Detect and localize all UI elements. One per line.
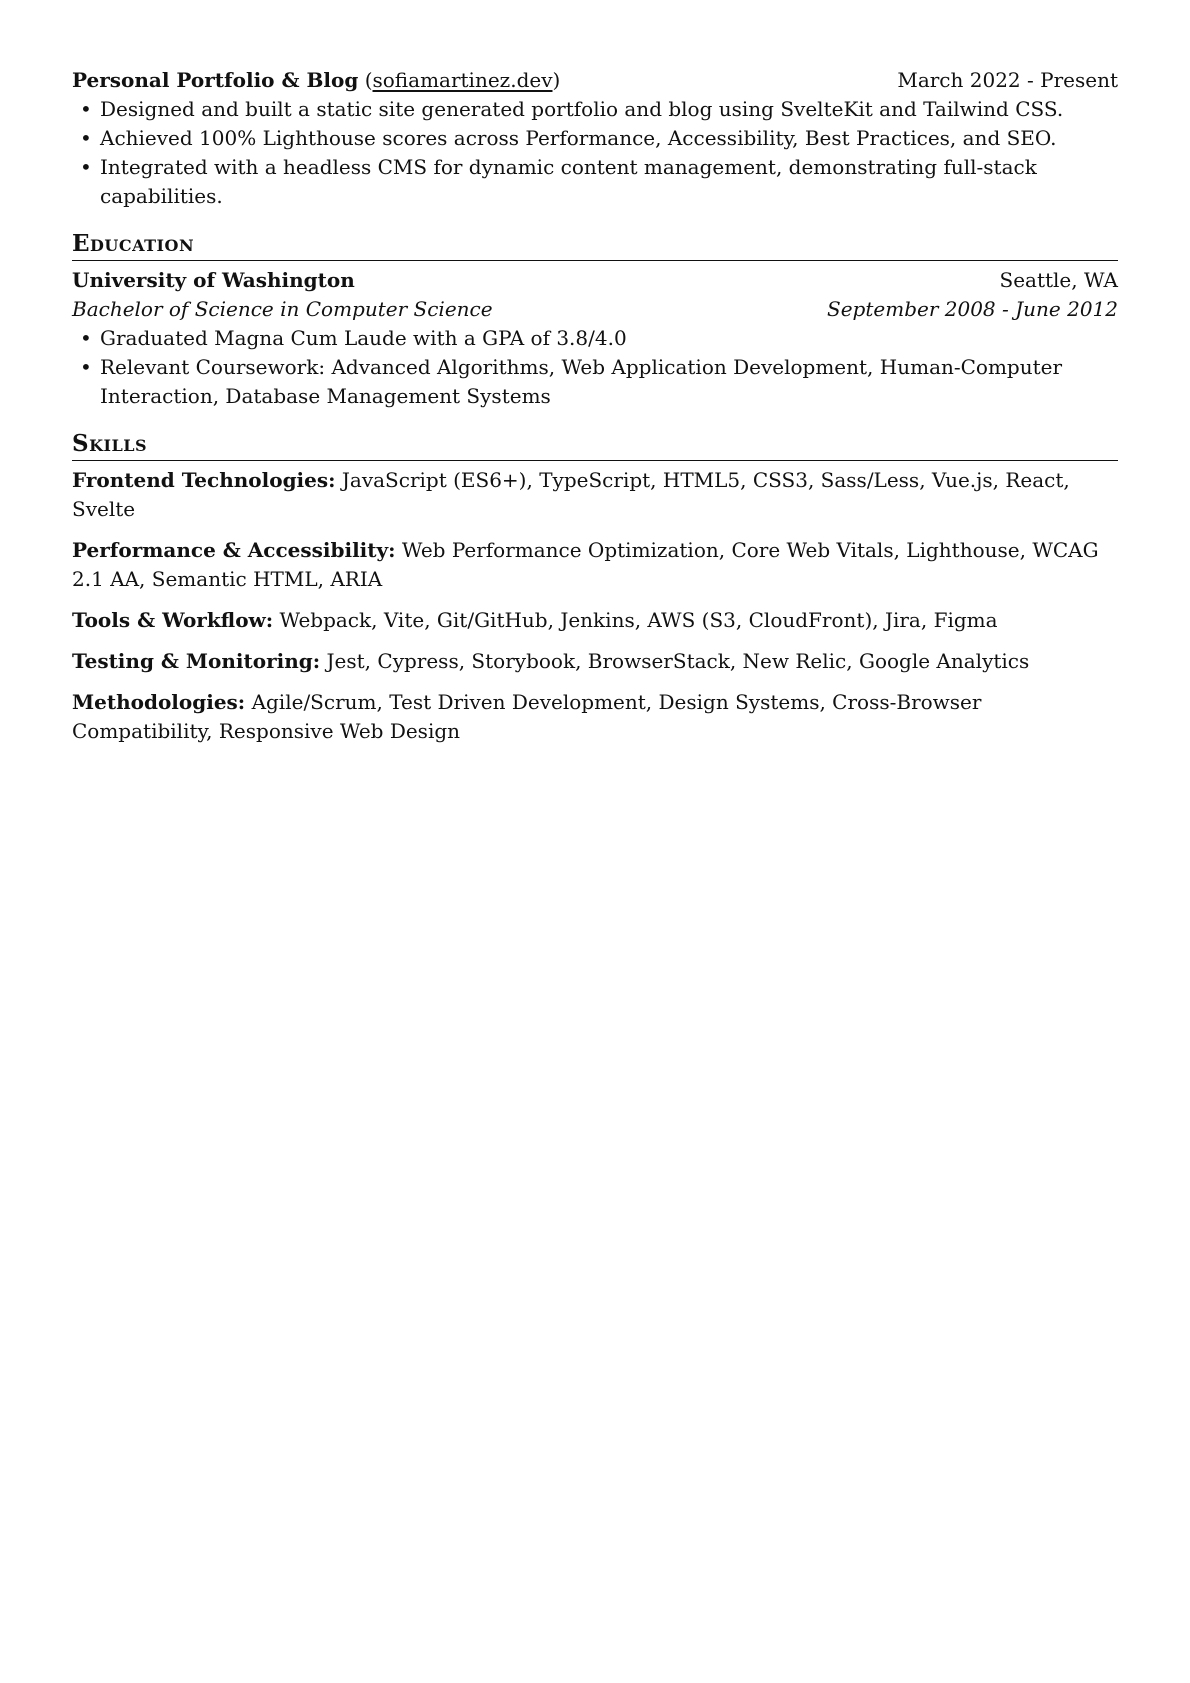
degree-name: Bachelor of Science in Computer Science: [72, 297, 493, 321]
project-dates: March 2022 - Present: [897, 68, 1118, 92]
bullet-text: Integrated with a headless CMS for dynamic content management, demonstrating full-stack capabilities.: [100, 155, 1037, 208]
list-item: [72, 324, 1118, 353]
bullet-text: Designed and built a static site generated portfolio and blog using SvelteKit and Tailwind CSS.: [100, 97, 1064, 121]
education-dates: September 2008 - June 2012: [827, 297, 1118, 321]
degree-row: [72, 295, 1118, 324]
skill-row: [72, 688, 1118, 746]
skill-label: Methodologies:: [72, 690, 246, 714]
skill-value: Webpack, Vite, Git/GitHub, Jenkins, AWS (S3, CloudFront), Jira, Figma: [279, 608, 998, 632]
skill-value: Web Performance Optimization, Core Web Vitals, Lighthouse, WCAG 2.1 AA, Semantic HTML, ARIA: [72, 538, 1099, 591]
project-link[interactable]: sofiamartinez.dev: [372, 68, 553, 92]
skill-row: [72, 606, 1118, 635]
project-title: Personal Portfolio & Blog: [72, 68, 359, 92]
skill-label: Performance & Accessibility:: [72, 538, 396, 562]
list-item: [72, 153, 1118, 211]
bullet-icon: •: [80, 97, 92, 121]
skill-label: Tools & Workflow:: [72, 608, 274, 632]
bullet-text: Graduated Magna Cum Laude with a GPA of 3.8/4.0: [100, 326, 627, 350]
skill-value: Agile/Scrum, Test Driven Development, Design Systems, Cross-Browser Compatibility, Responsive Web Design: [72, 690, 982, 743]
bullet-icon: •: [80, 326, 92, 350]
skill-label: Testing & Monitoring:: [72, 649, 321, 673]
resume-page: [72, 66, 1118, 758]
skills-heading: Skills: [72, 429, 1118, 461]
skill-value: Jest, Cypress, Storybook, BrowserStack, New Relic, Google Analytics: [326, 649, 1030, 673]
project-bullets: [72, 95, 1118, 211]
bullet-icon: •: [80, 126, 92, 150]
bullet-text: Achieved 100% Lighthouse scores across Performance, Accessibility, Best Practices, and SEO.: [100, 126, 1057, 150]
skill-row: [72, 536, 1118, 594]
skill-label: Frontend Technologies:: [72, 468, 336, 492]
bullet-text: Relevant Coursework: Advanced Algorithms, Web Application Development, Human-Computer Interaction, Database Management Systems: [100, 355, 1063, 408]
project-title-group: [72, 66, 560, 95]
list-item: [72, 95, 1118, 124]
education-bullets: [72, 324, 1118, 411]
skill-row: [72, 647, 1118, 676]
skill-value: JavaScript (ES6+), TypeScript, HTML5, CSS3, Sass/Less, Vue.js, React, Svelte: [72, 468, 1070, 521]
list-item: [72, 124, 1118, 153]
school-location: Seattle, WA: [999, 268, 1118, 292]
education-heading: Education: [72, 229, 1118, 261]
project-link-open: (: [364, 68, 373, 92]
school-name: University of Washington: [72, 268, 355, 292]
bullet-icon: •: [80, 355, 92, 379]
list-item: [72, 353, 1118, 411]
education-header: [72, 266, 1118, 295]
bullet-icon: •: [80, 155, 92, 179]
project-link-close: ): [552, 68, 561, 92]
skill-row: [72, 466, 1118, 524]
project-header: [72, 66, 1118, 95]
